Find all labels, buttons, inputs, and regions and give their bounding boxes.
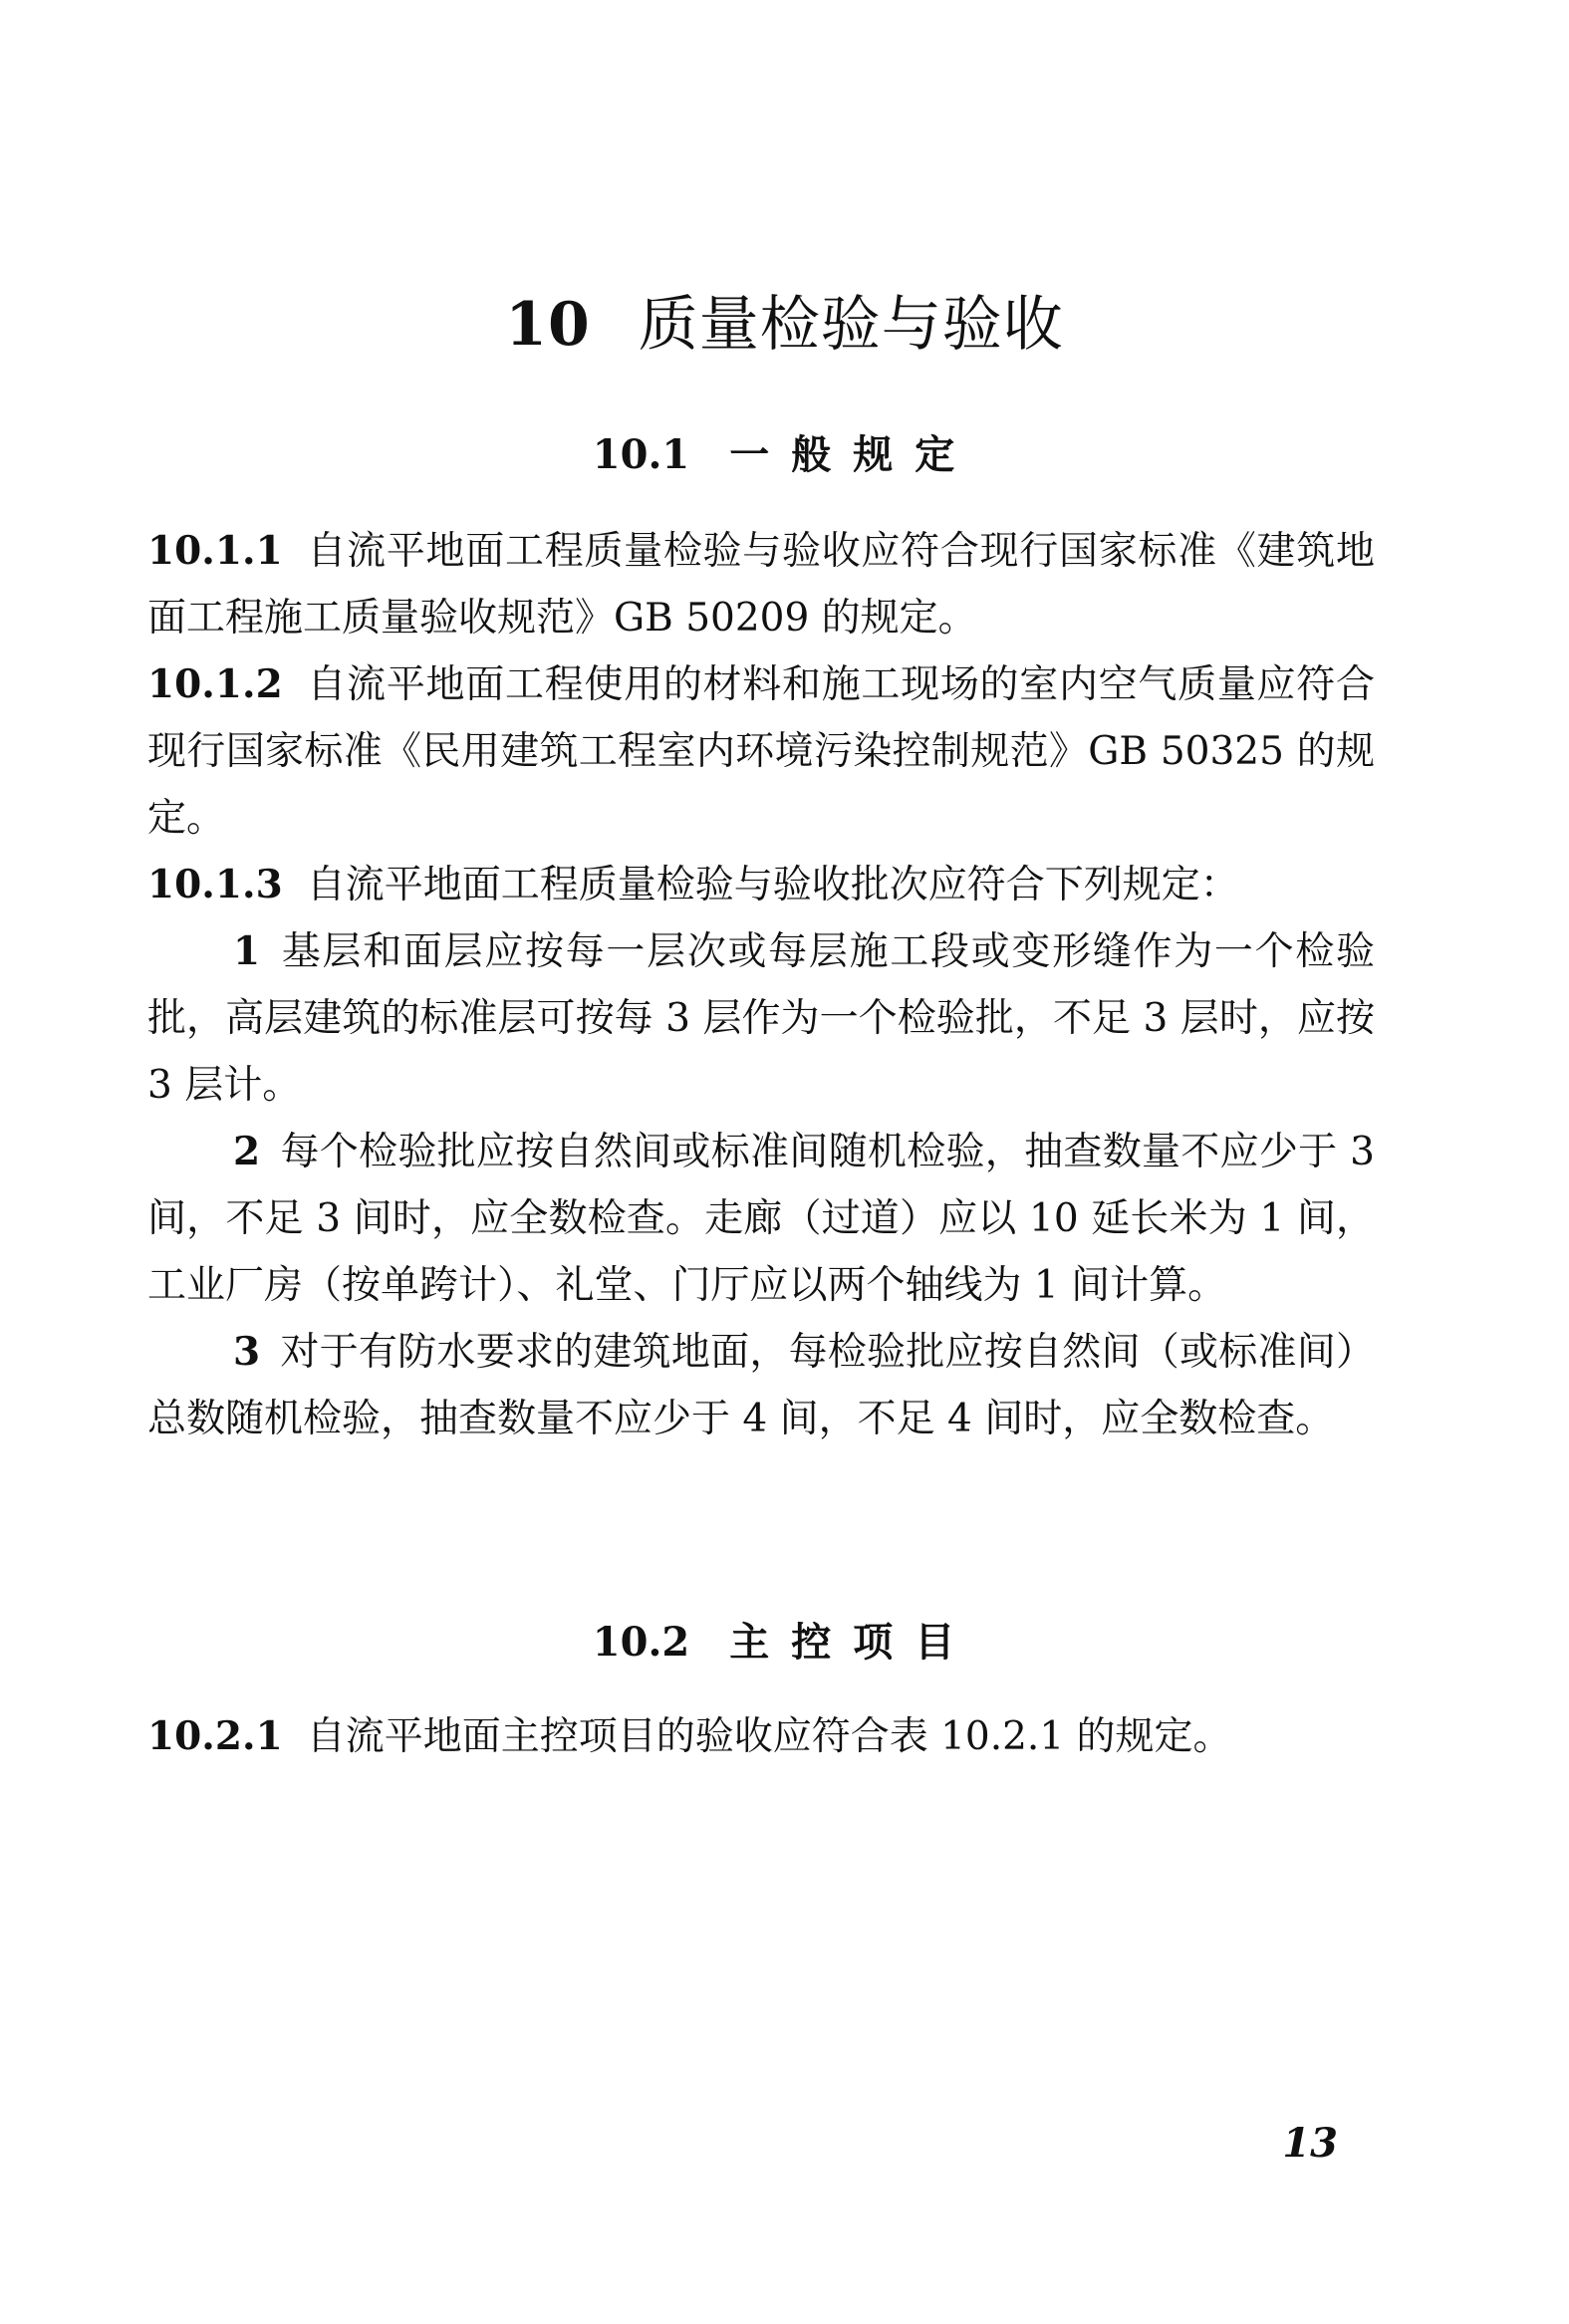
clause-10-1-3 (147, 852, 1375, 918)
list-item-2 (147, 1119, 1375, 1319)
section-title-text: 主控项目 (729, 1619, 977, 1666)
clause-number: 10.2.1 (147, 1713, 283, 1759)
clause-text: 自流平地面工程质量检验与验收批次应符合下列规定： (306, 863, 1239, 907)
clause-text: 自流平地面主控项目的验收应符合表 10.2.1 的规定。 (306, 1714, 1232, 1759)
clause-10-1-1 (147, 518, 1375, 651)
list-item-1 (147, 918, 1375, 1119)
chapter-title (0, 277, 1569, 363)
section-number: 10.1 (592, 431, 690, 478)
section-number: 10.2 (592, 1619, 690, 1666)
item-number: 3 (233, 1329, 261, 1375)
clause-text: 自流平地面工程使用的材料和施工现场的室内空气质量应符合现行国家标准《民用建筑工程室内环境污染控制规范》GB 50325 的规定。 (147, 662, 1375, 841)
clause-10-2-1 (147, 1703, 1375, 1770)
item-number: 1 (233, 928, 261, 974)
chapter-title-text: 质量检验与验收 (638, 290, 1064, 360)
item-text: 对于有防水要求的建筑地面，每检验批应按自然间（或标准间）总数随机检验，抽查数量不应少于 4 间，不足 4 间时，应全数检查。 (147, 1330, 1375, 1441)
section-title-text: 一般规定 (729, 431, 977, 478)
clause-text: 自流平地面工程质量检验与验收应符合现行国家标准《建筑地面工程施工质量验收规范》GB 50209 的规定。 (147, 529, 1375, 641)
page-number: 13 (1282, 2120, 1338, 2167)
clause-number: 10.1.3 (147, 862, 283, 907)
clause-10-1-2 (147, 651, 1375, 852)
section-body-general (147, 518, 1375, 1452)
section-title-main-control (0, 1611, 1569, 1668)
item-text: 基层和面层应按每一层次或每层施工段或变形缝作为一个检验批，高层建筑的标准层可按每 3 层作为一个检验批，不足 3 层时，应按 3 层计。 (147, 929, 1375, 1108)
clause-number: 10.1.1 (147, 528, 283, 574)
list-item-3 (147, 1319, 1375, 1452)
clause-number: 10.1.2 (147, 661, 283, 707)
section-body-main-control (147, 1703, 1375, 1770)
section-title-general (0, 423, 1569, 480)
item-number: 2 (233, 1129, 261, 1174)
item-text: 每个检验批应按自然间或标准间随机检验，抽查数量不应少于 3 间，不足 3 间时，应全数检查。走廊（过道）应以 10 延长米为 1 间，工业厂房（按单跨计）、礼堂、门厅应以两个轴线为 1 间计算。 (147, 1130, 1375, 1308)
chapter-number: 10 (505, 290, 591, 360)
